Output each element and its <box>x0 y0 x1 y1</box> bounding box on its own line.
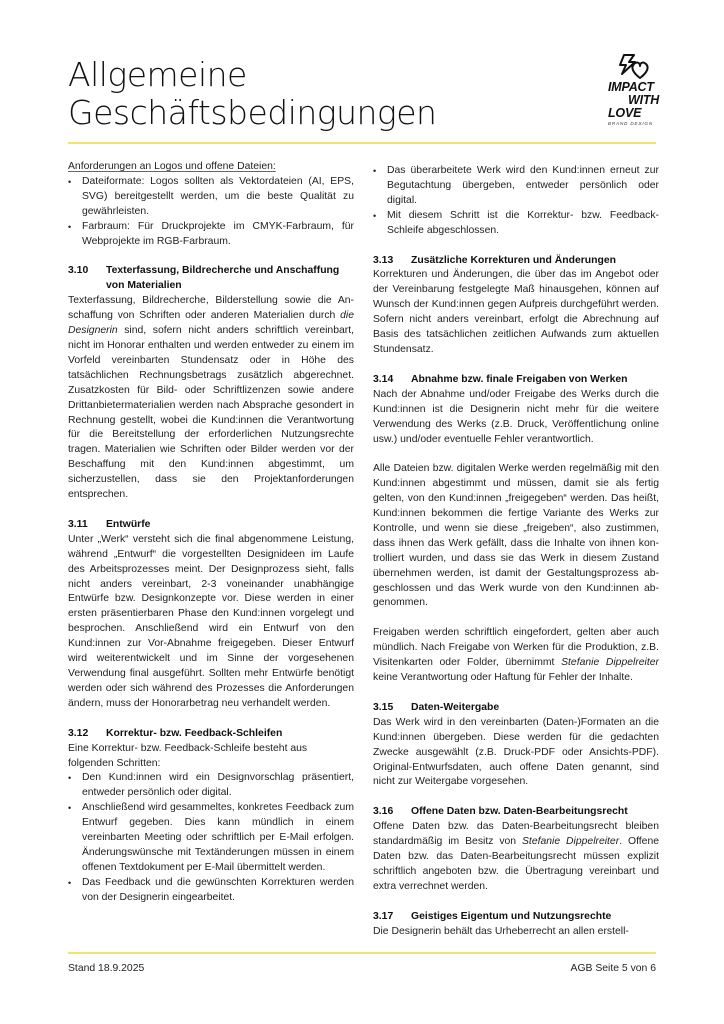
text-segment: keine Verantwortung oder Haftung für Fehler der Inhalte. <box>373 671 633 683</box>
text-segment: . Offene Daten bzw. das Daten-Bearbeitungsrecht müssen explizit schriftlich angeboten bzw. die Übertragung vereinbart und extra verrechnet werden. <box>373 836 659 892</box>
section-number: 3.12 <box>68 727 89 739</box>
section-heading-3-14 <box>373 373 659 388</box>
section-heading-3-17 <box>373 910 659 925</box>
section-text-3-10 <box>68 294 354 503</box>
section-title: Offene Daten bzw. Daten-Bearbeitungsrecht <box>411 806 628 818</box>
section-title: Texterfassung, Bildrecherche und Anschaffung von Materialien <box>106 265 340 292</box>
section-intro-3-12: Eine Korrektur- bzw. Feedback-Schleife besteht aus folgenden Schritten: <box>68 742 308 769</box>
section-title: Zusätzliche Korrekturen und Änderungen <box>411 254 616 266</box>
section-heading-3-13 <box>373 254 659 269</box>
footer-page-number: AGB Seite 5 von 6 <box>570 963 656 974</box>
section-heading-3-12 <box>68 727 354 742</box>
section-text-3-14-p2: Alle Dateien bzw. digitalen Werke werden regelmäßig mit den Kund:innen abgestimmt und müssen, damit sie als fertig gelten, von den Kund:innen „freigegeben“ werden. Das heißt, Kund:innen bekommen die fertige Variante des Werks zur Kontrolle, und wenn sie diese „freigeben“, also zustimmen, dass ihnen das Werk gefällt, dass die Inhalte von ihnen kontrolliert wurden, und dass sie das Werk in diesem Zustand übernehmen werden, ist damit der Gestaltungsprozess abgeschlossen und das Werk wurde von den Kund:innen abgenommen. <box>373 463 659 609</box>
emphasis-text: Stefanie Dippelreiter <box>522 836 620 848</box>
section-number: 3.10 <box>68 265 89 277</box>
page-title <box>68 56 436 132</box>
section-text-3-11: Unter „Werk“ versteht sich die final abgenommene Leistung, während „Entwurf“ die vorgestellten Designideen im Laufe des Arbeitsprozesses meint. Der Designprozess sieht, falls nicht anders vereinbart, 2-3 voneinander unabhängige Entwürfe bzw. Designkonzepte vor. Diese werden in einer ersten präsentierbaren Phase den Kund:innen vorgelegt und besprochen. Anschließend wird ein Entwurf von den Kund:innen zur Vor-Abnahme freigegeben. Dieser Entwurf wird weiterentwickelt und im Sinne der vorgesehenen Verwendung final ausgeführt. Sollten mehr Entwürfe benötigt werden oder sich während des Prozesses die Anforderungen ändern, muss der Honorarbetrag neu verhandelt werden. <box>68 533 354 709</box>
section-number: 3.14 <box>373 373 394 385</box>
logo-word-impact: IMPACT <box>608 80 654 94</box>
list-item: • Das Feedback und die gewünschten Korrekturen werden von der Designerin eingearbeitet. <box>68 876 354 906</box>
section-heading-3-11 <box>68 518 354 533</box>
text-segment: Freigaben werden schriftlich eingefordert, gelten aber auch mündlich. Nach Freigabe von Werken für die Produktion, z.B. Visitenkarten oder Folder, übernimmt <box>373 627 659 669</box>
section-number: 3.11 <box>68 518 88 530</box>
section-text-3-16 <box>373 820 659 895</box>
section-title: Korrektur- bzw. Feedback-Schleifen <box>106 727 283 739</box>
left-column <box>68 160 354 906</box>
right-column <box>373 160 659 940</box>
list-item: • Anschließend wird gesammeltes, konkretes Feedback zum Entwurf gegeben. Dies kann mündlich in einem vereinbarten Meeting oder schriftlich per E-Mail erfolgen. Änderungswünsche mit Textänderungen müssen in einem offenen Textdokument per E-Mail übermittelt werden. <box>68 801 354 876</box>
section-text-3-14-p1: Nach der Abnahme und/oder Freigabe des Werks durch die Kund:innen ist die Designerin nicht mehr für die weitere Verwendung des Werks (z.B. Druck, Veröffentlichung online usw.) und/oder eventuelle Fehler verantwortlich. <box>373 388 659 445</box>
title-line-2: Geschäftsbedingungen <box>68 93 437 132</box>
list-item: • Dateiformate: Logos sollten als Vektordateien (AI, EPS, SVG) bereitgestellt werden, um die beste Qualität zu gewährleisten. <box>68 175 354 220</box>
section-number: 3.15 <box>373 701 394 713</box>
logo-word-with: WITH <box>628 93 660 107</box>
section-number: 3.16 <box>373 806 394 818</box>
header-divider <box>68 142 656 144</box>
footer-date: Stand 18.9.2025 <box>68 963 145 974</box>
section-heading-3-10 <box>68 264 354 294</box>
list-item: • Den Kund:innen wird ein Designvorschlag präsentiert, entweder persönlich oder digital. <box>68 771 354 801</box>
text-segment: Texterfassung, Bildrecherche, Bilderstellung sowie die Anschaffung von Schriften oder anderen Materialien durch <box>68 295 354 322</box>
logo-word-love: LOVE <box>608 106 642 120</box>
section-title: Daten-Weitergabe <box>411 701 500 713</box>
logos-requirements-heading: Anforderungen an Logos und offene Dateien: <box>68 161 276 172</box>
brand-logo <box>604 54 674 134</box>
list-item: • Farbraum: Für Druckprojekte im CMYK-Farbraum, für Webprojekte im RGB-Farbraum. <box>68 220 354 250</box>
section-number: 3.13 <box>373 254 394 266</box>
emphasis-text: die Designerin <box>68 310 354 337</box>
feedback-steps-list <box>68 771 354 905</box>
logo-subtitle: BRAND DESIGN <box>608 121 654 126</box>
section-text-3-15: Das Werk wird in den vereinbarten (Daten-)Formaten an die Kund:innen übergeben. Diese werden für die gedachten Zwecke ausgewählt (z.B. Druck-PDF oder Ansichts-PDF). Original-Entwurfsdaten, auch offene Daten genannt, sind nicht zur Weitergabe vorgesehen. <box>373 716 659 788</box>
footer-divider <box>68 952 656 954</box>
section-text-3-13: Korrekturen und Änderungen, die über das im Angebot oder der Vereinbarung festgelegte Maß hinausgehen, können auf Wunsch der Kund:innen gegen Aufpreis durchgeführt werden. Sofern nicht anders vereinbart, erfolgt die Abrechnung auf Basis des tatsächlichen zeitlichen Aufwands zum aktuellen Stundensatz. <box>373 269 659 355</box>
section-title: Entwürfe <box>106 518 151 530</box>
title-line-1: Allgemeine <box>68 55 247 94</box>
text-segment: Offene Daten bzw. das Daten-Bearbeitungsrecht bleiben standardmäßig im Besitz von <box>373 821 659 848</box>
list-item: • Mit diesem Schritt ist die Korrektur- bzw. Feedback-Schleife abgeschlossen. <box>373 209 659 239</box>
section-number: 3.17 <box>373 910 394 922</box>
section-text-3-17: Die Designerin behält das Urheberrecht an allen erstell- <box>373 925 629 937</box>
feedback-steps-list-continued <box>373 164 659 239</box>
section-title: Abnahme bzw. finale Freigaben von Werken <box>411 373 628 385</box>
list-item: • Das überarbeitete Werk wird den Kund:innen erneut zur Begutachtung übergeben, entweder persönlich oder digital. <box>373 164 659 209</box>
text-segment: sind, sofern nicht anders schriftlich vereinbart, nicht im Honorar enthalten und werden entweder zu einem im Vorfeld vereinbarten Stundensatz oder in Höhe des tatsächlichen Rechnungsbetrags zusätzlich abgerechnet. Zusatzkosten für Bild- oder Schriftlizenzen sowie andere Drittanbietermaterialien werden nach Absprache gesondert in Rechnung gestellt, wobei die Kund:innen die Verantwortung für die Bereitstellung der erforderlichen Nutzungsrechte tragen. Materialien wie Schriften oder Bilder werden vor der Beschaffung mit den Kund:innen abgestimmt, um sicherzustellen, dass sie den Projektanforderungen entsprechen. <box>68 325 354 501</box>
logos-requirements-list <box>68 175 354 250</box>
emphasis-text: Stefanie Dippelreiter <box>561 657 659 669</box>
section-title: Geistiges Eigentum und Nutzungsrechte <box>411 910 612 922</box>
lightning-heart-icon <box>618 54 652 80</box>
section-heading-3-16 <box>373 805 659 820</box>
section-text-3-14-p3 <box>373 626 659 686</box>
section-heading-3-15 <box>373 701 659 716</box>
